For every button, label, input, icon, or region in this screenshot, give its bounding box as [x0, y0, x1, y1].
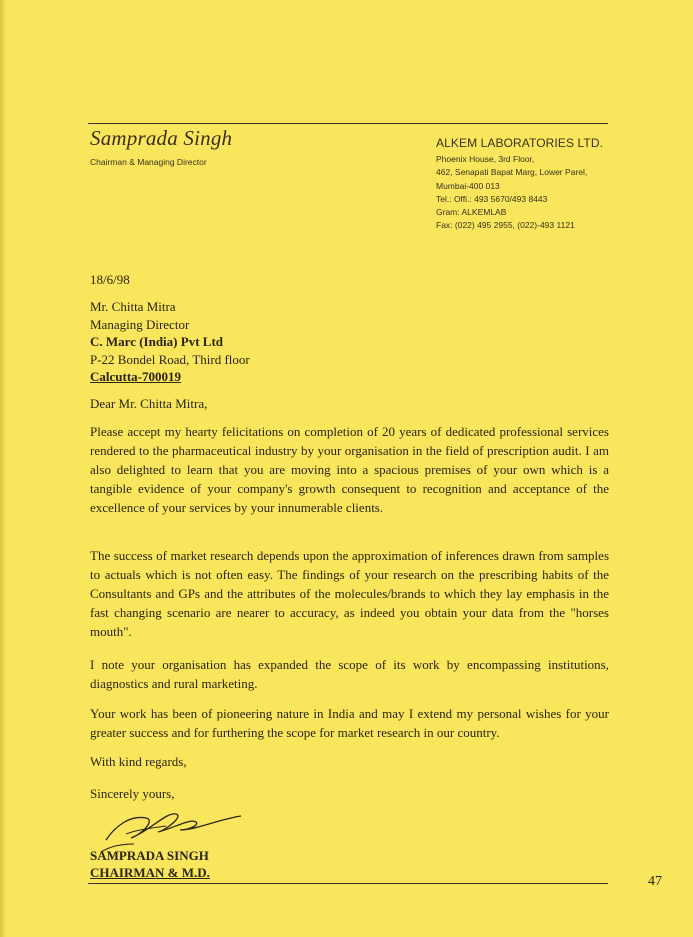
closing-regards: With kind regards, — [90, 754, 187, 769]
page-edge — [0, 0, 6, 937]
recipient-street: P-22 Bondel Road, Third floor — [90, 351, 250, 367]
sender-role: Chairman & Managing Director — [90, 157, 207, 167]
body-paragraph: Please accept my hearty felicitations on completion of 20 years of dedicated professional services rendered to the pharmaceutical industry by your organisation in the field of prescription audit. I am also delighted to learn that you are moving into a spacious premises of your own which is a tangible evidence of your company's growth consequent to recognition and acceptance of the excellence of your services by your innumerable clients. — [90, 424, 609, 515]
recipient-city: Calcutta-700019 — [90, 369, 181, 384]
footer-rule — [88, 883, 608, 884]
signatory-title: CHAIRMAN & M.D. — [90, 865, 210, 880]
letterhead-rule — [88, 123, 608, 124]
body-paragraph: I note your organisation has expanded the scope of its work by encompassing institutions, diagnostics and rural marketing. — [90, 657, 609, 691]
closing-sincerely: Sincerely yours, — [90, 786, 175, 801]
company-block — [436, 136, 603, 233]
recipient-address — [90, 298, 250, 386]
company-phone: Tel.: Offi.: 493 5670/493 8443 — [436, 193, 548, 204]
salutation: Dear Mr. Chitta Mitra, — [90, 396, 208, 411]
recipient-company: C. Marc (India) Pvt Ltd — [90, 334, 224, 349]
recipient-title: Managing Director — [90, 316, 190, 332]
body-paragraph: The success of market research depends upon the approximation of inferences drawn from samples to actuals which is not often easy. The findings of your research on the prescribing habits of the Consultants and GPs and the attributes of the molecules/brands to which they lay emphasis in the fast changing scenario are nearer to accuracy, as indeed you obtain your data from the "horses mouth". — [90, 548, 609, 639]
signatory-name: SAMPRADA SINGH — [90, 848, 209, 863]
recipient-name: Mr. Chitta Mitra — [90, 299, 176, 314]
company-fax: Fax: (022) 495 2955, (022)-493 1121 — [436, 220, 575, 231]
company-address-line: 462, Senapati Bapat Marg, Lower Parel, — [436, 167, 588, 178]
letter-date: 18/6/98 — [90, 272, 130, 287]
company-address-line: Phoenix House, 3rd Floor, — [436, 154, 535, 164]
company-gram: Gram: ALKEMLAB — [436, 207, 507, 218]
company-name: ALKEM LABORATORIES LTD. — [436, 136, 604, 150]
sender-name: Samprada Singh — [90, 126, 233, 150]
page-number: 47 — [648, 874, 662, 889]
body-paragraph: Your work has been of pioneering nature in India and may I extend my personal wishes for your greater success and for furthering the scope for market research in our country. — [90, 706, 609, 740]
company-address-line: Mumbai-400 013 — [436, 180, 500, 191]
